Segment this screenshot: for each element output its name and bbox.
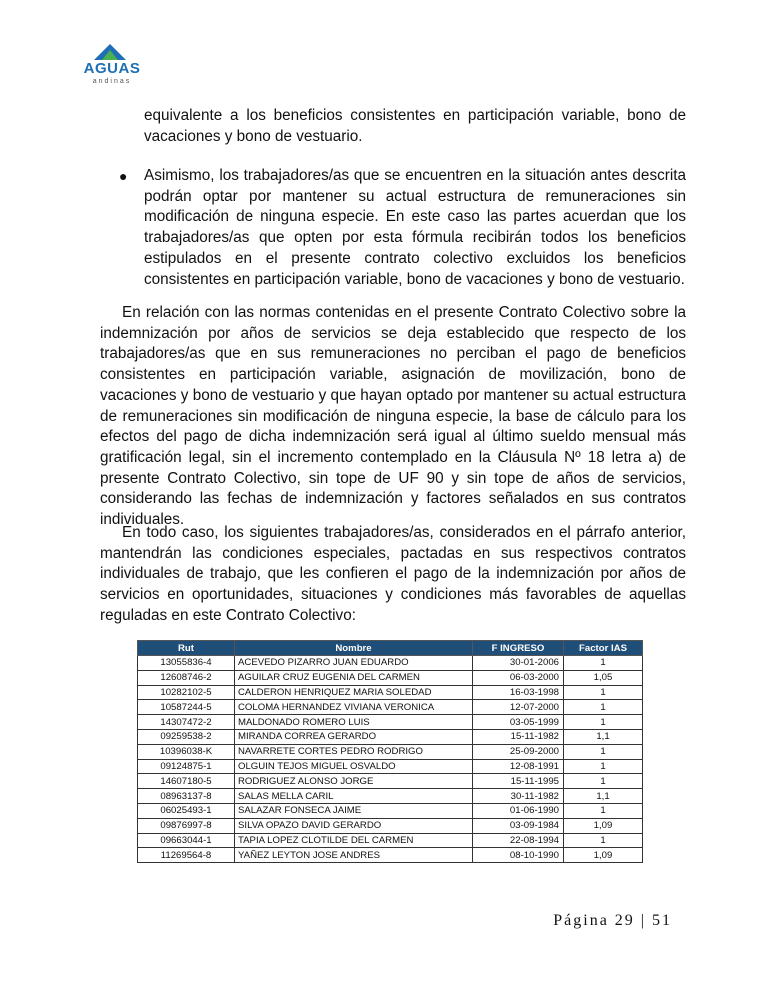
cell-rut: 12608746-2	[138, 670, 235, 685]
header-nombre: Nombre	[235, 641, 473, 656]
table-body	[138, 656, 643, 863]
cell-nombre: SALAZAR FONSECA JAIME	[235, 803, 473, 818]
ias-table	[137, 640, 643, 863]
cell-rut: 09259538-2	[138, 729, 235, 744]
cell-f-ingreso: 30-11-1982	[473, 789, 564, 804]
header-f-ingreso: F INGRESO	[473, 641, 564, 656]
table-row	[138, 803, 643, 818]
cell-f-ingreso: 16-03-1998	[473, 685, 564, 700]
paragraph-continuation: equivalente a los beneficios consistentes en participación variable, bono de vacaciones y bono de vestuario.	[144, 107, 686, 145]
cell-f-ingreso: 12-07-2000	[473, 700, 564, 715]
cell-factor-ias: 1,1	[564, 729, 643, 744]
bullet-paragraph: Asimismo, los trabajadores/as que se encuentren en la situación antes descrita podrán optar por mantener su actual estructura de remuneraciones sin modificación de ninguna especie. En este caso las partes acuerdan que los trabajadores/as que opten por esta fórmula recibirán todos los beneficios estipulados en el presente contrato colectivo excluidos los beneficios consistentes en participación variable, bono de vacaciones y bono de vestuario.	[144, 167, 686, 288]
cell-factor-ias: 1	[564, 715, 643, 730]
cell-rut: 13055836-4	[138, 656, 235, 671]
cell-f-ingreso: 15-11-1995	[473, 774, 564, 789]
cell-rut: 09124875-1	[138, 759, 235, 774]
cell-rut: 09663044-1	[138, 833, 235, 848]
cell-rut: 14307472-2	[138, 715, 235, 730]
cell-factor-ias: 1,09	[564, 848, 643, 863]
cell-factor-ias: 1	[564, 774, 643, 789]
cell-factor-ias: 1	[564, 803, 643, 818]
cell-nombre: SILVA OPAZO DAVID GERARDO	[235, 818, 473, 833]
table-row	[138, 729, 643, 744]
cell-nombre: RODRIGUEZ ALONSO JORGE	[235, 774, 473, 789]
cell-rut: 11269564-8	[138, 848, 235, 863]
logo-subtitle: andinas	[92, 78, 132, 85]
logo-brand: AGUAS	[83, 60, 141, 77]
cell-f-ingreso: 06-03-2000	[473, 670, 564, 685]
cell-nombre: YAÑEZ LEYTON JOSE ANDRES	[235, 848, 473, 863]
cell-factor-ias: 1,1	[564, 789, 643, 804]
header-factor-ias: Factor IAS	[564, 641, 643, 656]
cell-f-ingreso: 03-05-1999	[473, 715, 564, 730]
cell-factor-ias: 1	[564, 759, 643, 774]
table-row	[138, 774, 643, 789]
cell-nombre: TAPIA LOPEZ CLOTILDE DEL CARMEN	[235, 833, 473, 848]
page-number: Página 29 | 51	[553, 912, 672, 929]
cell-f-ingreso: 03-09-1984	[473, 818, 564, 833]
cell-nombre: MALDONADO ROMERO LUIS	[235, 715, 473, 730]
cell-nombre: MIRANDA CORREA GERARDO	[235, 729, 473, 744]
cell-rut: 09876997-8	[138, 818, 235, 833]
cell-rut: 10396038-K	[138, 744, 235, 759]
cell-f-ingreso: 25-09-2000	[473, 744, 564, 759]
table-row	[138, 656, 643, 671]
cell-rut: 14607180-5	[138, 774, 235, 789]
paragraph-indemnization: En relación con las normas contenidas en el presente Contrato Colectivo sobre la indemnización por años de servicios se deja establecido que respecto de los trabajadores/as que en sus remuneraciones no perciban el pago de beneficios consistentes en participación variable, asignación de movilización, bono de vacaciones y bono de vestuario y que hayan optado por mantener su actual estructura de remuneraciones sin modificación de ninguna especie, la base de cálculo para los efectos del pago de dicha indemnización será igual al último sueldo mensual más gratificación legal, sin el incremento contemplado en la Cláusula Nº 18 letra a) de presente Contrato Colectivo, sin tope de UF 90 y sin tope de años de servicios, considerando las fechas de indemnización y factores señalados en sus contratos individuales.	[100, 304, 686, 529]
cell-rut: 08963137-8	[138, 789, 235, 804]
cell-f-ingreso: 01-06-1990	[473, 803, 564, 818]
paragraph-special-conditions: En todo caso, los siguientes trabajadores/as, considerados en el párrafo anterior, mantendrán las condiciones especiales, pactadas en sus respectivos contratos individuales de trabajo, que les confieren el pago de la indemnización por años de servicios en oportunidades, situaciones y condiciones más favorables de aquellas reguladas en este Contrato Colectivo:	[100, 524, 686, 624]
table-row	[138, 789, 643, 804]
table-row	[138, 715, 643, 730]
cell-factor-ias: 1	[564, 744, 643, 759]
cell-nombre: SALAS MELLA CARIL	[235, 789, 473, 804]
table-row	[138, 700, 643, 715]
table-row	[138, 848, 643, 863]
bullet-icon: ●	[119, 168, 128, 184]
table-row	[138, 685, 643, 700]
cell-nombre: AGUILAR CRUZ EUGENIA DEL CARMEN	[235, 670, 473, 685]
table-row	[138, 818, 643, 833]
cell-nombre: CALDERON HENRIQUEZ MARIA SOLEDAD	[235, 685, 473, 700]
table-header-row	[138, 641, 643, 656]
cell-f-ingreso: 30-01-2006	[473, 656, 564, 671]
cell-factor-ias: 1	[564, 700, 643, 715]
cell-f-ingreso: 12-08-1991	[473, 759, 564, 774]
cell-factor-ias: 1	[564, 685, 643, 700]
cell-rut: 10282102-5	[138, 685, 235, 700]
cell-rut: 06025493-1	[138, 803, 235, 818]
cell-nombre: NAVARRETE CORTES PEDRO RODRIGO	[235, 744, 473, 759]
company-logo	[70, 44, 150, 94]
mountain-icon	[94, 44, 126, 60]
cell-f-ingreso: 22-08-1994	[473, 833, 564, 848]
table-row	[138, 759, 643, 774]
table-row	[138, 670, 643, 685]
cell-nombre: OLGUIN TEJOS MIGUEL OSVALDO	[235, 759, 473, 774]
cell-nombre: COLOMA HERNANDEZ VIVIANA VERONICA	[235, 700, 473, 715]
cell-nombre: ACEVEDO PIZARRO JUAN EDUARDO	[235, 656, 473, 671]
cell-factor-ias: 1	[564, 656, 643, 671]
header-rut: Rut	[138, 641, 235, 656]
cell-f-ingreso: 15-11-1982	[473, 729, 564, 744]
cell-factor-ias: 1	[564, 833, 643, 848]
table-row	[138, 744, 643, 759]
cell-f-ingreso: 08-10-1990	[473, 848, 564, 863]
cell-factor-ias: 1,05	[564, 670, 643, 685]
cell-rut: 10587244-5	[138, 700, 235, 715]
cell-factor-ias: 1,09	[564, 818, 643, 833]
table-row	[138, 833, 643, 848]
